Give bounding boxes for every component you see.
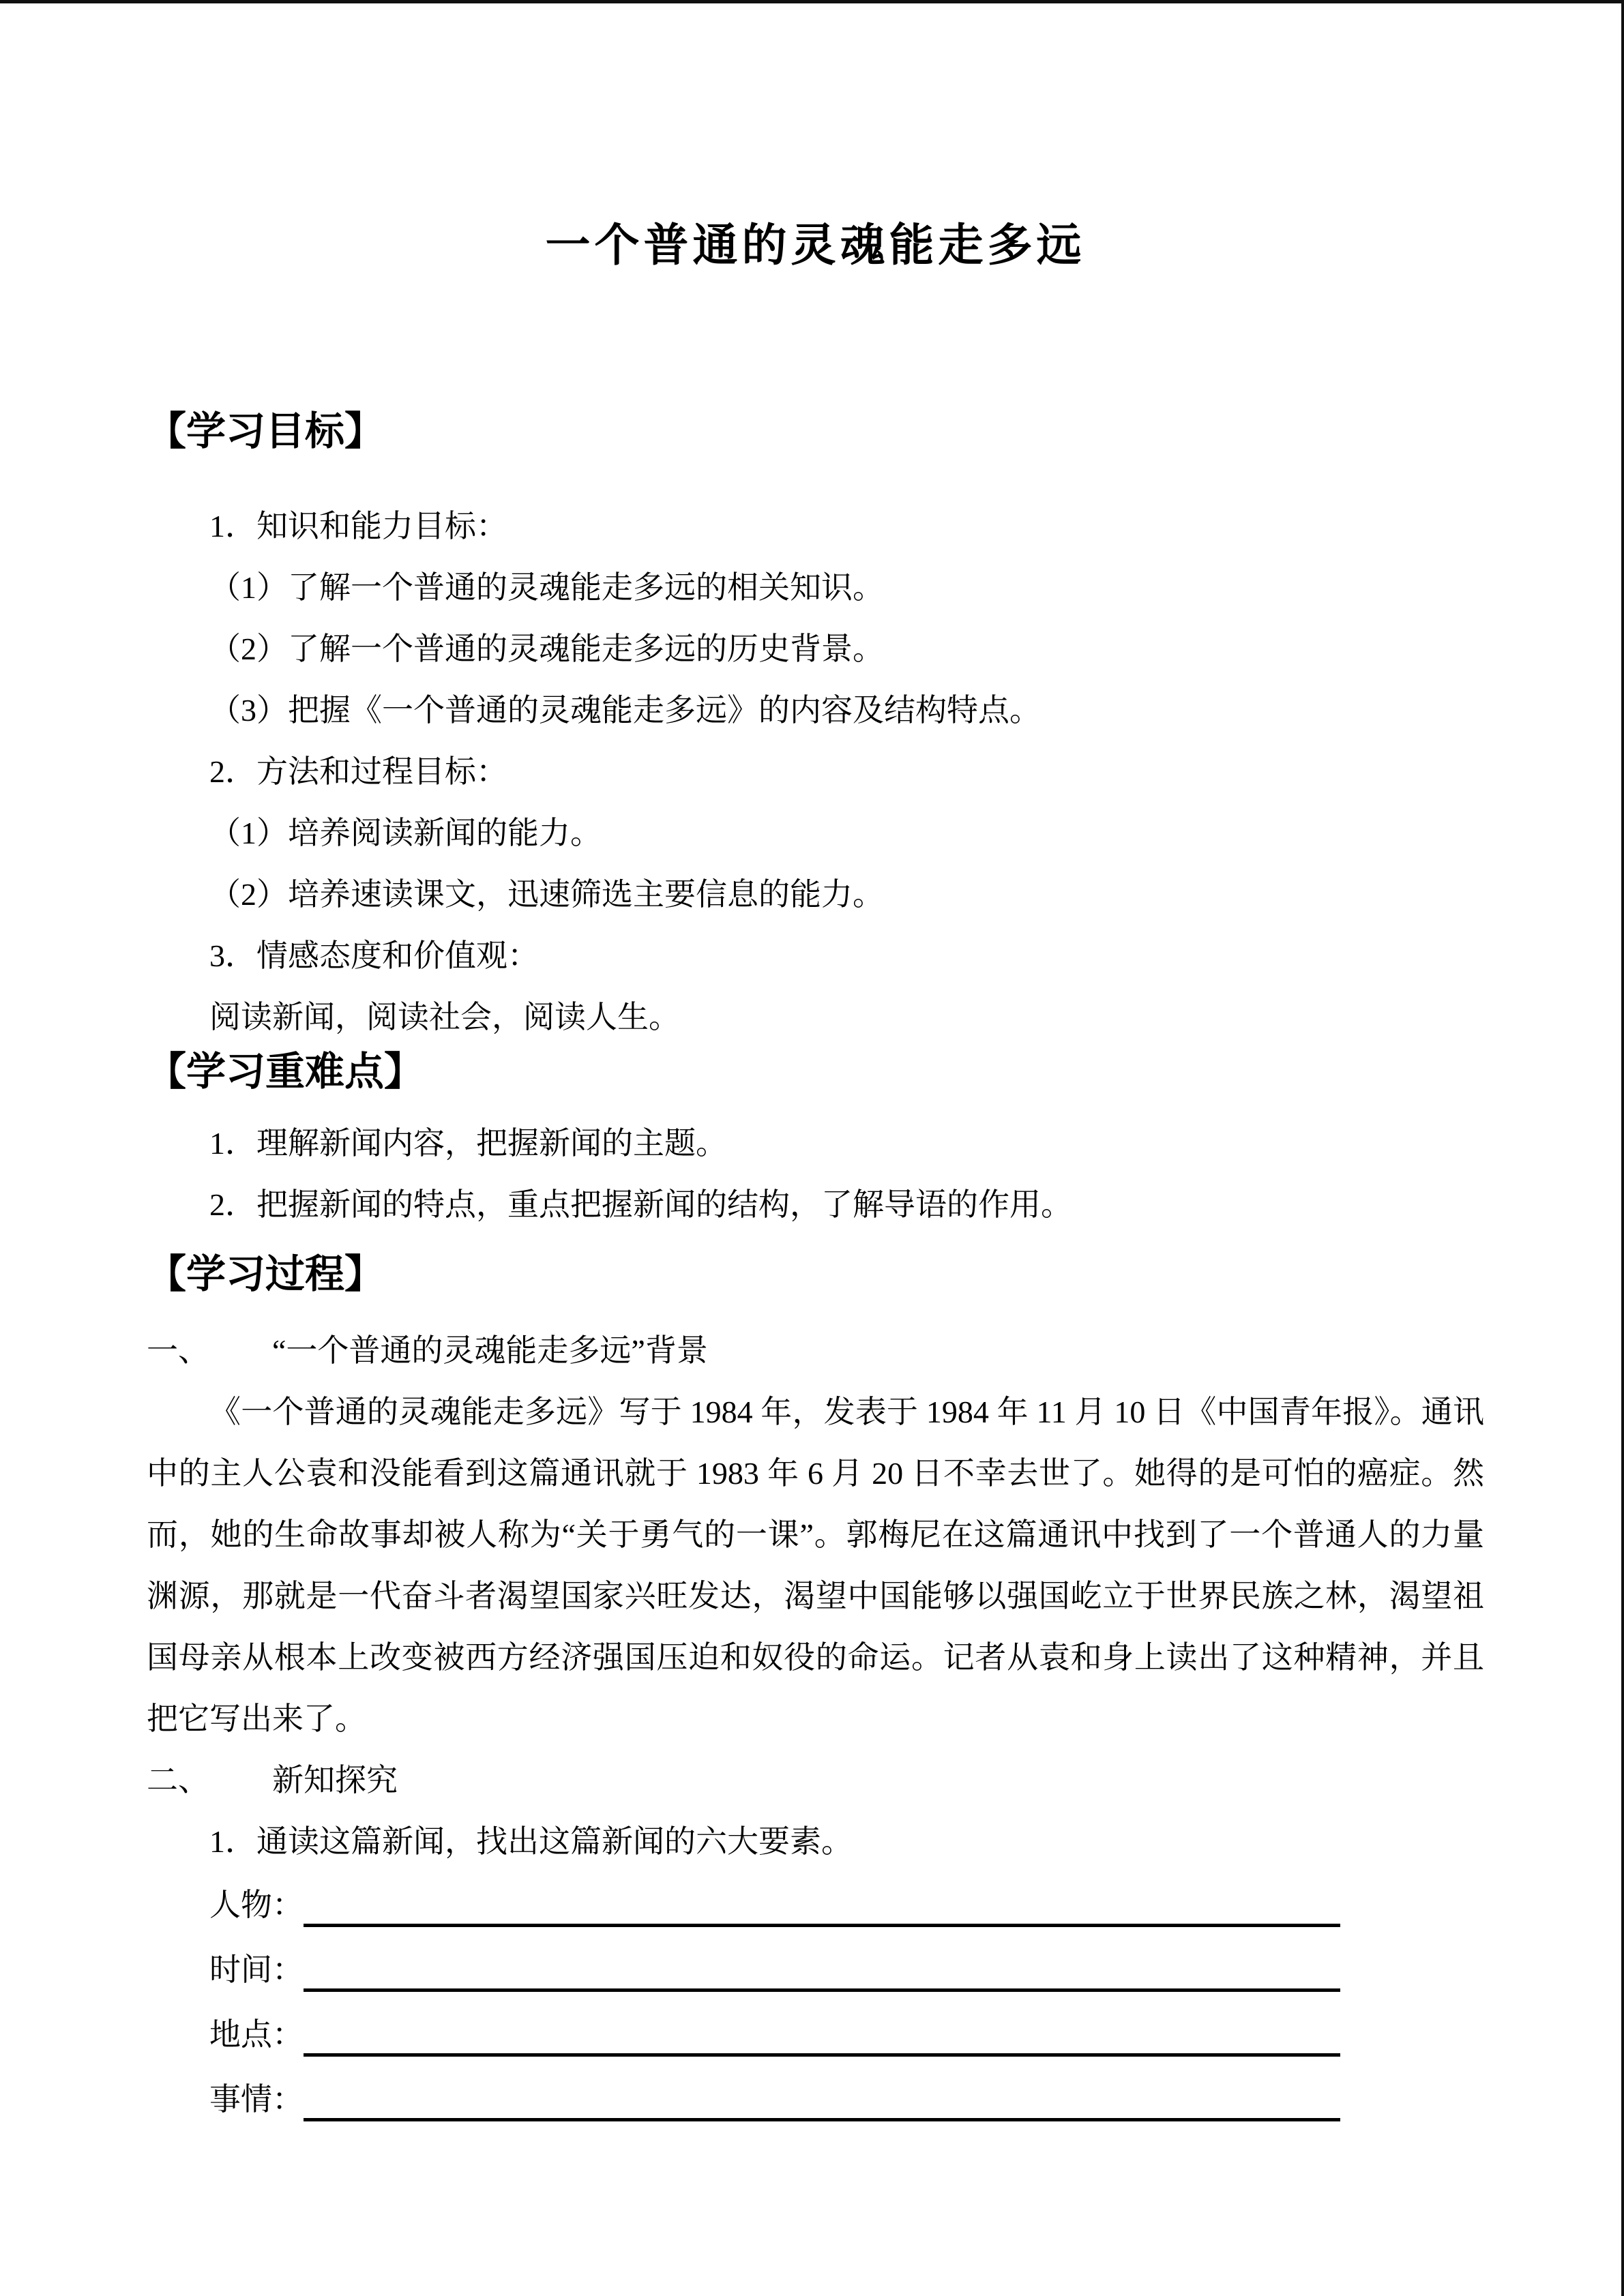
- blank-row-place: [147, 2002, 1340, 2067]
- goal-item: （3）把握《一个普通的灵魂能走多远》的内容及结构特点。: [209, 693, 1041, 728]
- page-title: 一个普通的灵魂能走多远: [545, 221, 1086, 271]
- blank-underline-event[interactable]: [304, 2067, 1340, 2121]
- goal-item: 3．情感态度和价值观：: [209, 938, 539, 974]
- blank-label-person: 人物：: [209, 1888, 304, 1923]
- blank-row-person: [147, 1873, 1340, 1937]
- part1-title: “一个普通的灵魂能走多远”背景: [272, 1333, 708, 1369]
- goal-item: （2）培养速读课文，迅速筛选主要信息的能力。: [209, 877, 884, 912]
- section-heading-key-points: 【学习重难点】: [147, 1049, 424, 1094]
- goal-item: （1）培养阅读新闻的能力。: [209, 816, 602, 851]
- task-line: 1．通读这篇新闻，找出这篇新闻的六大要素。: [209, 1824, 853, 1860]
- blank-underline-person[interactable]: [304, 1873, 1340, 1927]
- key-point-item: 1．理解新闻内容，把握新闻的主题。: [209, 1125, 727, 1161]
- part2-title: 新知探究: [272, 1763, 398, 1798]
- part1-marker: 一、: [147, 1333, 209, 1369]
- blank-label-event: 事情：: [209, 2082, 304, 2117]
- part2-marker: 二、: [147, 1763, 209, 1798]
- key-point-item: 2．把握新闻的特点，重点把握新闻的结构，了解导语的作用。: [209, 1187, 1072, 1222]
- blank-row-event: [147, 2067, 1340, 2132]
- goal-item: 2．方法和过程目标：: [209, 754, 507, 790]
- process-part1-line: [147, 1320, 1484, 1382]
- blank-label-time: 时间：: [209, 1952, 304, 1988]
- section-heading-process: 【学习过程】: [147, 1251, 385, 1296]
- background-paragraph: 《一个普通的灵魂能走多远》写于 1984 年，发表于 1984 年 11 月 10 日《中国青年报》。通讯中的主人公袁和没能看到这篇通讯就于 1983 年 6 月 20 日不幸去世了。她得的是可怕的癌症。然而，她的生命故事却被人称为“关于勇气的一课”。郭梅尼在这篇通讯中找到了一个普通人的力量渊源，那就是一代奋斗者渴望国家兴旺发达，渴望中国能够以强国屹立于世界民族之林，渴望祖国母亲从根本上改变被西方经济强国压迫和奴役的命运。记者从袁和身上读出了这种精神，并且把它写出来了。: [147, 1395, 1484, 1737]
- goal-item: （1）了解一个普通的灵魂能走多远的相关知识。: [209, 570, 884, 606]
- process-part2-line: [147, 1750, 1484, 1811]
- section-heading-goals: 【学习目标】: [147, 408, 385, 453]
- blank-underline-place[interactable]: [304, 2002, 1340, 2057]
- goal-item: （2）了解一个普通的灵魂能走多远的历史背景。: [209, 631, 884, 667]
- document-content: [0, 218, 1621, 2132]
- blank-underline-time[interactable]: [304, 1937, 1340, 1992]
- goal-item: 阅读新闻，阅读社会，阅读人生。: [209, 1000, 680, 1035]
- blank-label-place: 地点：: [209, 2017, 304, 2053]
- blank-row-time: [147, 1937, 1340, 2002]
- goal-item: 1．知识和能力目标：: [209, 509, 507, 544]
